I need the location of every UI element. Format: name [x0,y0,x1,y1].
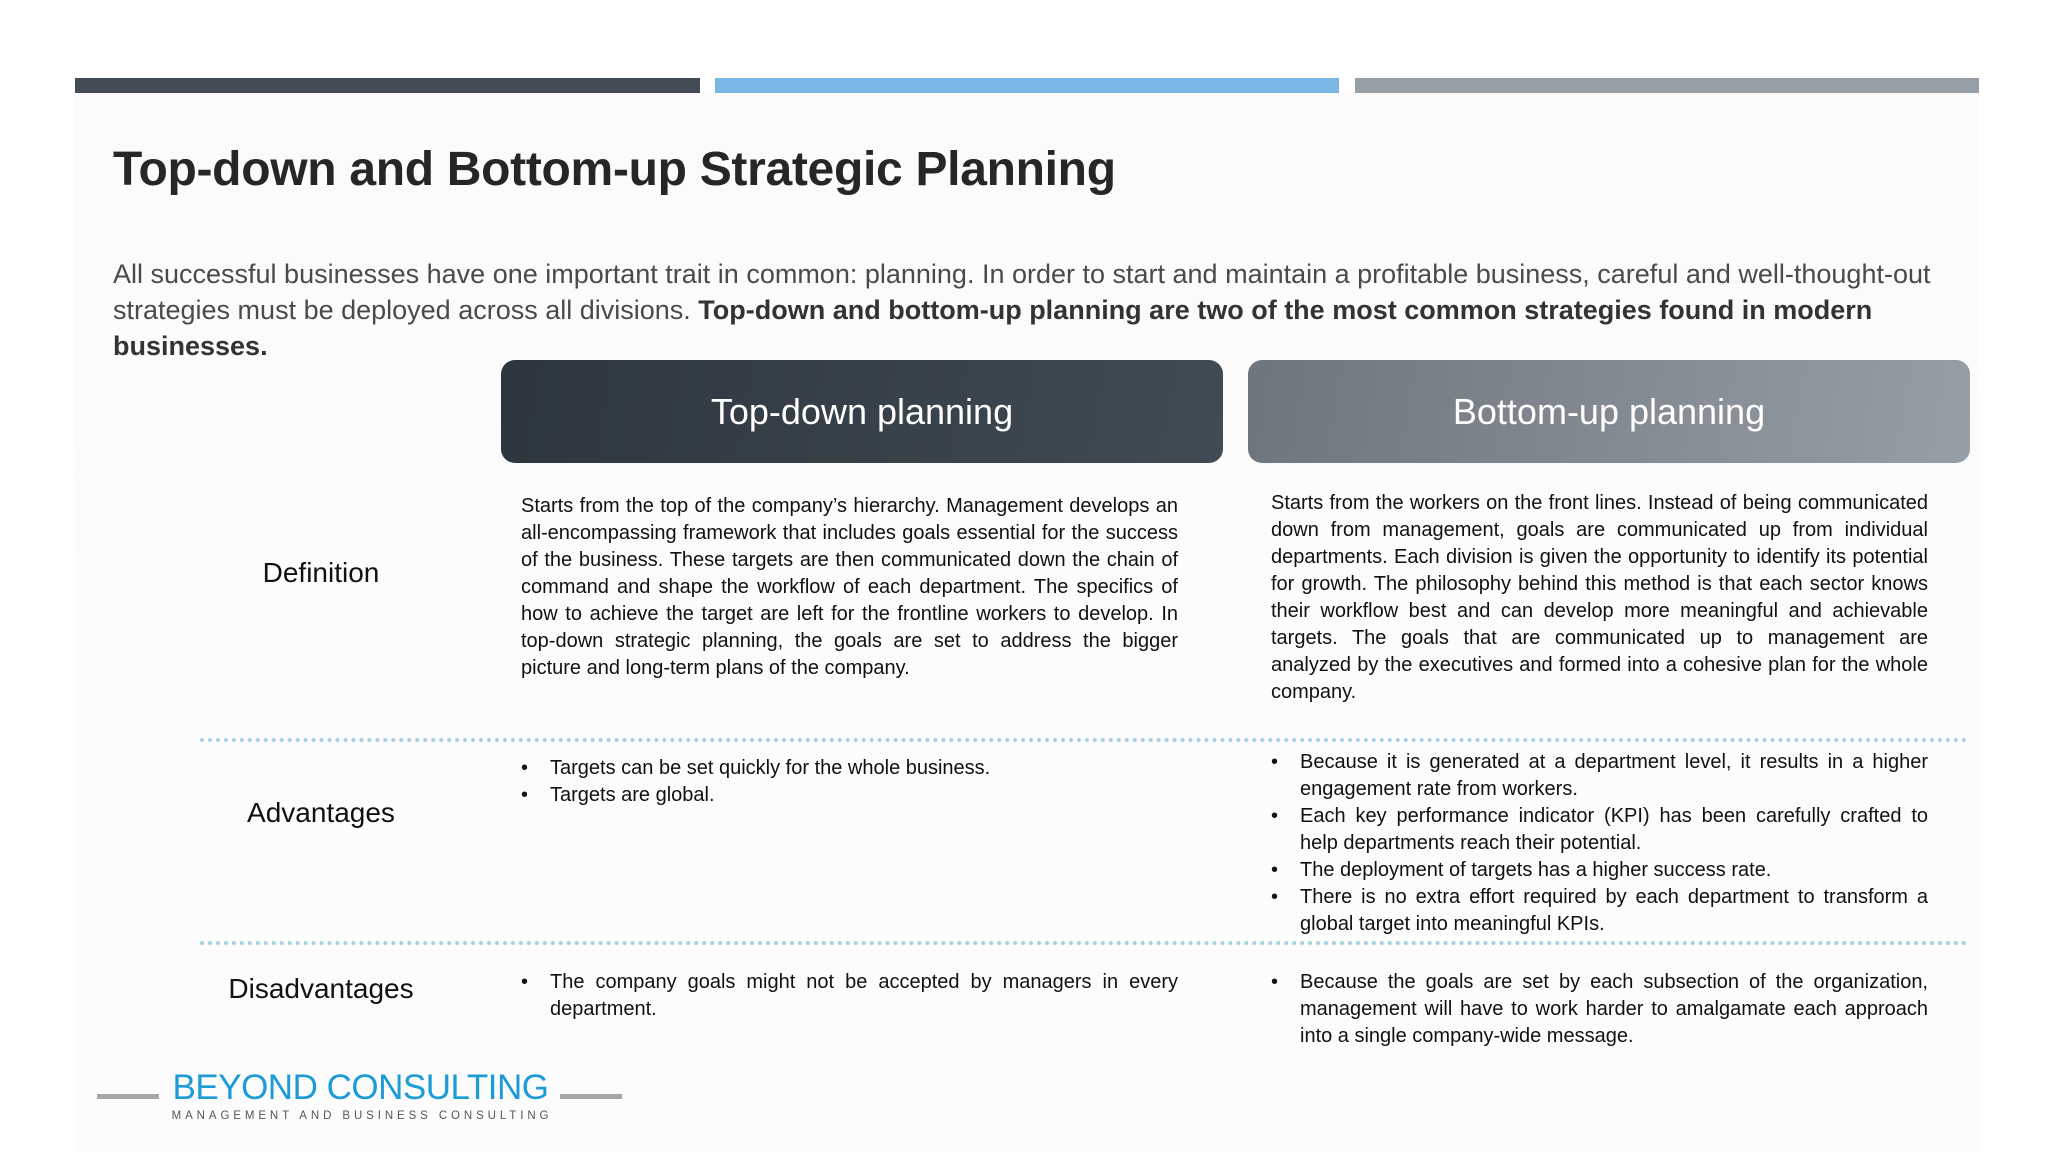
column-header-bottom-up: Bottom-up planning [1248,360,1970,463]
disadvantages-top-down-list [521,969,1178,1023]
row-divider [200,941,1968,945]
intro-paragraph [113,256,1943,364]
list-item: • There is no extra effort required by each department to transform a global target into meaningful KPIs. [1271,884,1928,938]
row-label-disadvantages: Disadvantages [228,973,414,1004]
column-header-top-down: Top-down planning [501,360,1223,463]
definition-bottom-up-text: Starts from the workers on the front lines. Instead of being communicated down from management, goals are communicated up from individual departments. Each division is given the opportunity to identify its potential for growth. The philosophy behind this method is that each sector knows their workflow best and can develop more meaningful and achievable targets. The goals that are communicated up to management are analyzed by the executives and formed into a cohesive plan for the whole company. [1271,492,1928,703]
accent-bar-blue [715,78,1339,93]
list-item: • The company goals might not be accepted by managers in every department. [521,969,1178,1023]
list-item: • Because it is generated at a department level, it results in a higher engagement rate from workers. [1271,749,1928,803]
advantages-top-down-list [521,755,1178,809]
list-item: • Targets can be set quickly for the whole business. [521,755,1178,782]
list-item: • The deployment of targets has a higher success rate. [1271,857,1928,884]
intro-bold-text: Top-down and bottom-up planning are two of the most common strategies found in modern businesses. [113,295,1873,361]
advantages-bottom-up-list [1271,749,1928,938]
disadvantages-bottom-up-list [1271,969,1928,1050]
company-logo [97,1068,622,1128]
list-item: • Targets are global. [521,782,1178,809]
list-item: • Each key performance indicator (KPI) has been carefully crafted to help departments reach their potential. [1271,803,1928,857]
logo-rule-left [97,1094,159,1099]
accent-bar-dark [75,78,700,93]
page-title: Top-down and Bottom-up Strategic Planning [113,143,1116,196]
intro-regular-text: All successful businesses have one important trait in common: planning. In order to start and maintain a profitable business, careful and well-thought-out strategies must be deployed across all divisions. [113,259,1931,325]
row-label-advantages: Advantages [247,797,395,828]
definition-top-down-text: Starts from the top of the company’s hierarchy. Management develops an all-encompassing framework that includes goals essential for the success of the business. These targets are then communicated down the chain of command and shape the workflow of each department. The specifics of how to achieve the target are left for the frontline workers to develop. In top-down strategic planning, the goals are set to address the bigger picture and long-term plans of the company. [521,495,1178,679]
logo-brand-name: BEYOND CONSULTING [172,1068,549,1107]
list-item: • Because the goals are set by each subsection of the organization, management will have to work harder to amalgamate each approach into a single company-wide message. [1271,969,1928,1050]
row-label-definition: Definition [262,557,380,588]
accent-bar-gray [1355,78,1979,93]
logo-rule-right [560,1094,622,1099]
logo-tagline: MANAGEMENT AND BUSINESS CONSULTING [171,1110,553,1122]
row-divider [200,738,1968,742]
